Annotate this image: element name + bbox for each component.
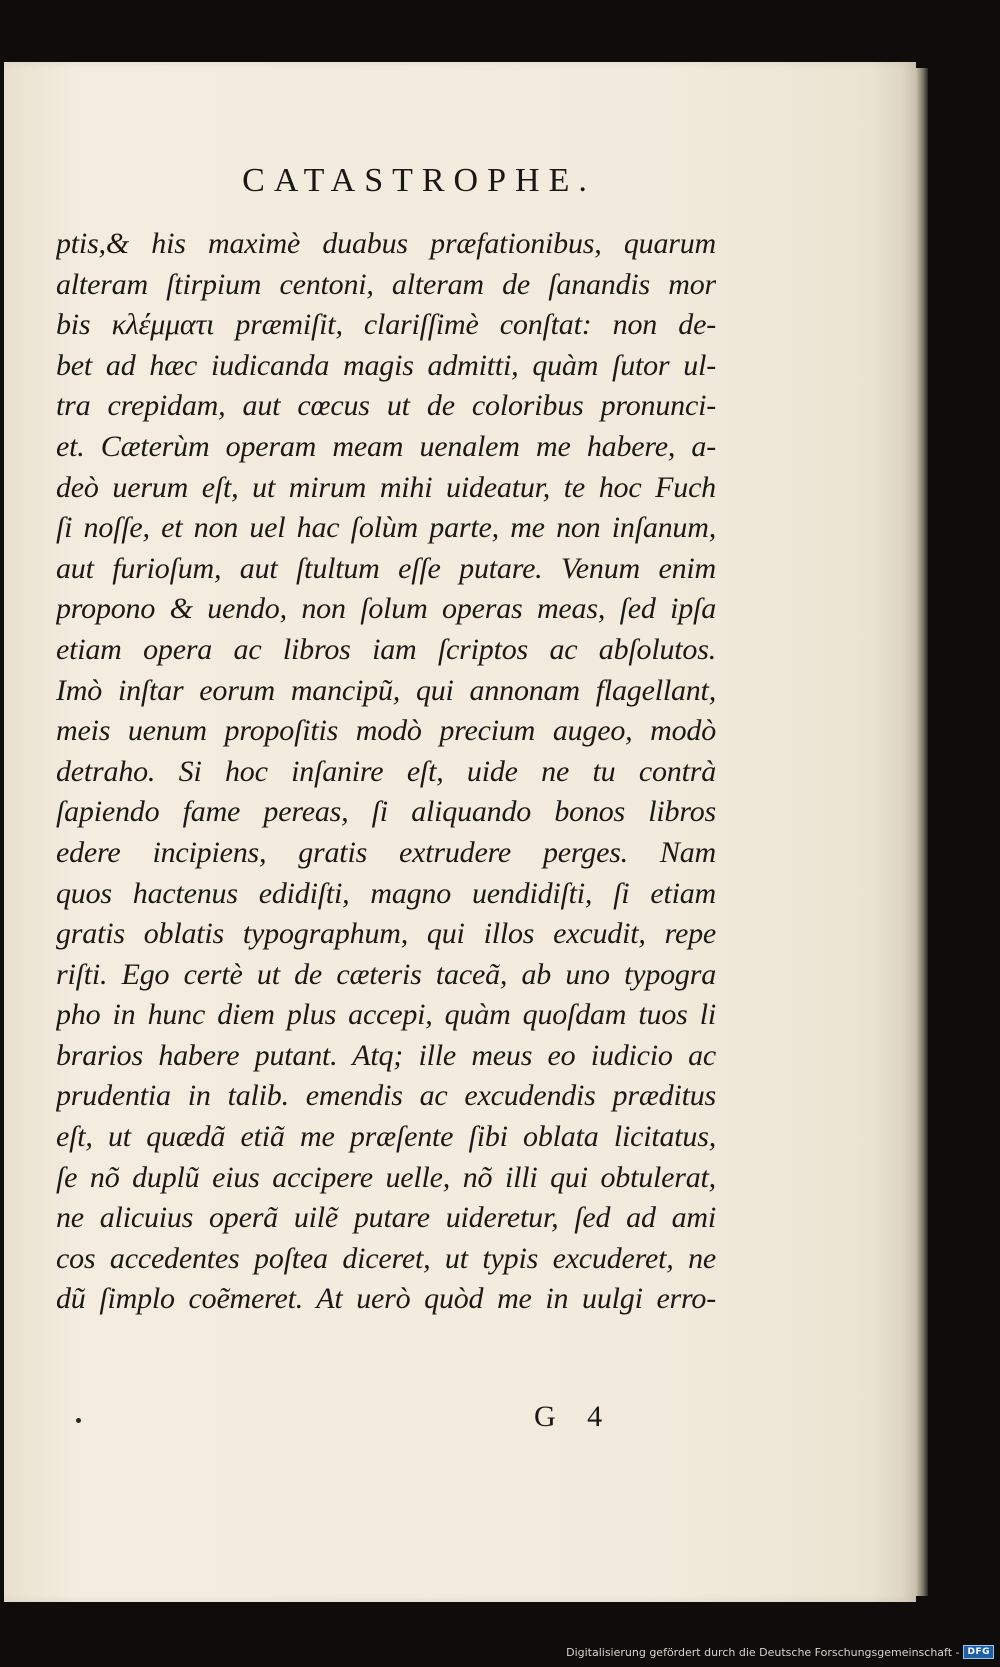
folio-row (64, 1400, 664, 1440)
footer-credit: Digitalisierung gefördert durch die Deutsche Forschungsgemeinschaft - (566, 1645, 960, 1659)
text-line: ſi noſſe, et non uel hac ſolùm parte, me non inſanum, (56, 511, 716, 545)
text-line: ptis,& his maximè duabus præfationibus, quarum (56, 227, 716, 260)
text-line: deò uerum eſt, ut mirum mihi uideatur, te hoc Fuch (56, 470, 716, 504)
text-line: prudentia in talib. emendis ac excudendis præditus (56, 1079, 716, 1113)
text-line: brarios habere putant. Atq; ille meus eo iudicio ac (56, 1038, 716, 1072)
text-line: eſt, ut quædã etiã me præſente ſibi oblata licitatus, (56, 1120, 716, 1154)
dfg-logo-icon: DFG (963, 1645, 994, 1659)
text-line: detraho. Si hoc inſanire eſt, uide ne tu contrà (56, 754, 716, 788)
book-page (4, 62, 916, 1602)
page-edge (916, 68, 928, 1596)
text-line: et. Cæterùm operam meam uenalem me habere, a- (56, 429, 716, 463)
text-line: gratis oblatis typographum, qui illos excudit, repe (56, 917, 716, 951)
text-line: edere incipiens, gratis extrudere perges. Nam (56, 835, 716, 869)
running-head: CATASTROPHE. (242, 162, 596, 199)
text-block (56, 224, 716, 1320)
digitization-footer (566, 1641, 994, 1663)
text-line: ne alicuius operã uilẽ putare uideretur, ſed ad ami (56, 1201, 716, 1235)
text-line: ſe nõ duplũ eius accipere uelle, nõ illi qui obtulerat, (56, 1160, 716, 1194)
text-line: bet ad hæc iudicanda magis admitti, quàm ſutor ul- (56, 348, 716, 382)
text-line: quos hactenus edidiſti, magno uendidiſti, ſi etiam (56, 876, 716, 910)
signature-mark: G 4 (534, 1400, 615, 1433)
text-line: Imò inſtar eorum mancipũ, qui annonam flagellant, (56, 673, 716, 707)
text-line: pho in hunc diem plus accepi, quàm quoſdam tuos li (56, 998, 716, 1032)
text-line: propono & uendo, non ſolum operas meas, ſed ipſa (56, 592, 716, 626)
text-line: cos accedentes poſtea diceret, ut typis excuderet, ne (56, 1241, 716, 1275)
text-line: tra crepidam, aut cœcus ut de coloribus pronunci- (56, 389, 716, 423)
text-line: alteram ſtirpium centoni, alteram de ſanandis mor (56, 267, 716, 301)
text-line: etiam opera ac libros iam ſcriptos ac abſolutos. (56, 632, 716, 666)
ink-dot (76, 1418, 81, 1423)
text-line: meis uenum propoſitis modò precium augeo, modò (56, 714, 716, 748)
text-line: riſti. Ego certè ut de cæteris taceã, ab uno typogra (56, 957, 716, 991)
text-line: aut furioſum, aut ſtultum eſſe putare. Venum enim (56, 551, 716, 585)
text-line: dũ ſimplo coẽmeret. At uerò quòd me in uulgi erro- (56, 1282, 716, 1316)
text-line: bis κλέμματι præmiſit, clariſſimè conſtat: non de- (56, 308, 716, 342)
text-line: ſapiendo fame pereas, ſi aliquando bonos libros (56, 795, 716, 829)
